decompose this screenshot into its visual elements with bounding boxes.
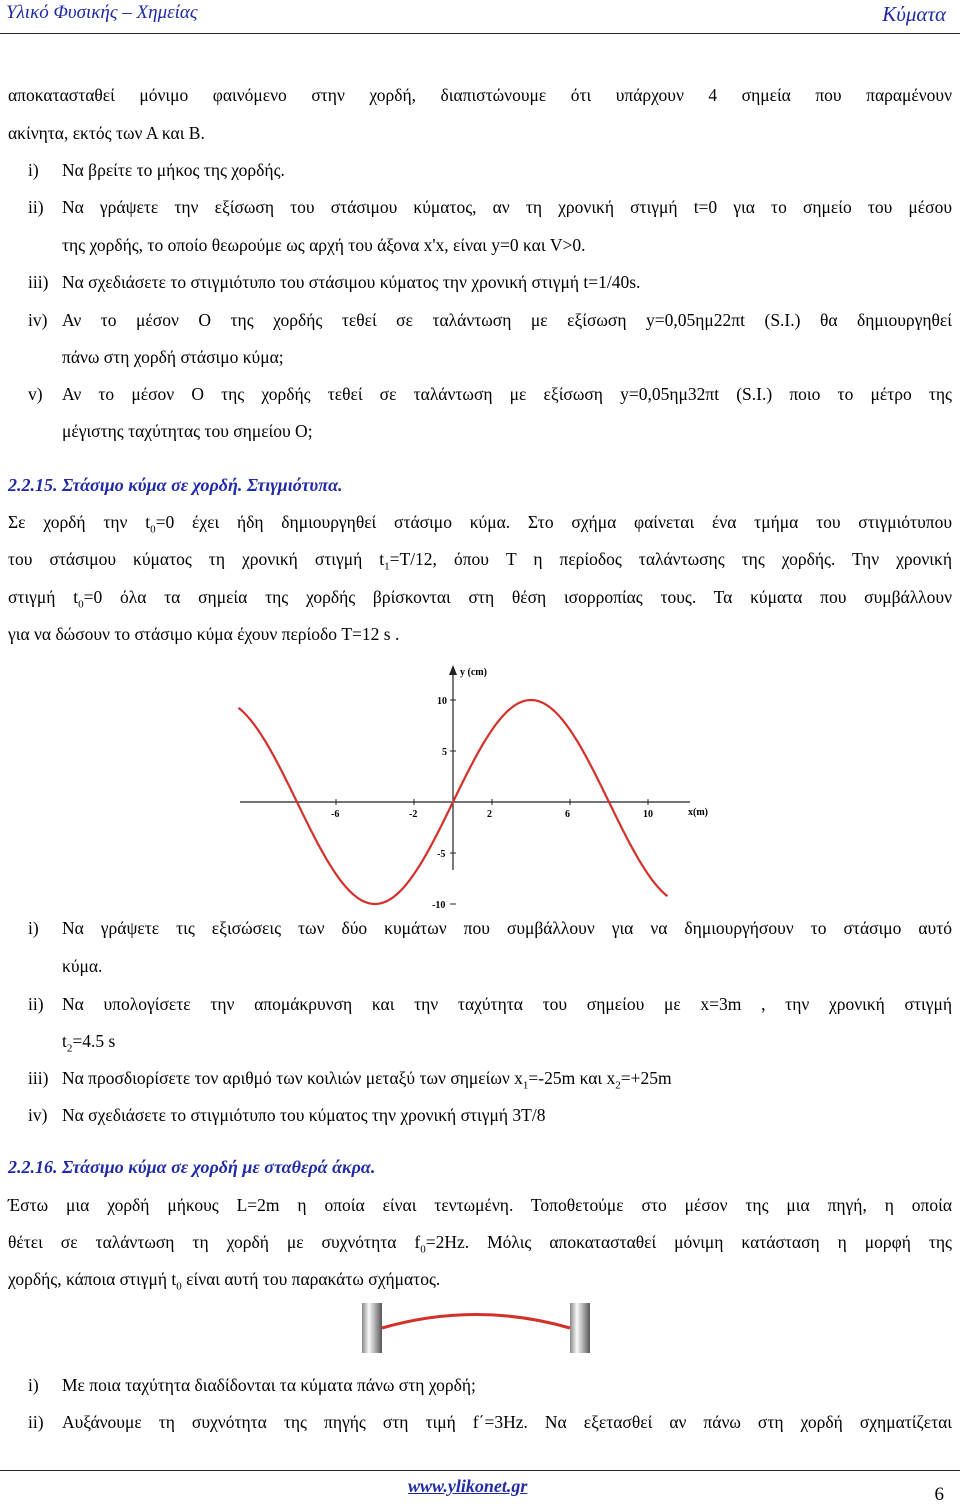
- x-tick-label: 10: [643, 809, 653, 820]
- question-3-ii: ii) Αυξάνουμε τη συχνότητα της πηγής στη τιμή f΄=3Hz. Να εξετασθεί αν πάνω στη χορδή σχηματίζεται: [28, 1412, 952, 1432]
- header-subject: Υλικό Φυσικής – Χημείας: [6, 2, 198, 23]
- question-2-iii: iii) Να προσδιορίσετε τον αριθμό των κοιλιών μεταξύ των σημείων $x_1=-25m$ και $x_2=+25m$: [28, 1068, 672, 1092]
- y-tick-label: 5: [442, 747, 447, 758]
- section-15-line-3: στιγμή $t_0=0$ όλα τα σημεία της χορδής βρίσκονται στη θέση ισορροπίας τους. Τα κύματα που συμβάλλουν: [8, 587, 952, 611]
- y-tick-label: -10: [432, 900, 446, 911]
- header-rule: [0, 33, 960, 34]
- y-axis-label: y (cm): [460, 667, 487, 678]
- x-tick-label: 2: [487, 809, 492, 820]
- question-1-iv-cont: πάνω στη χορδή στάσιμο κύμα;: [62, 347, 284, 367]
- intro-line-1: αποκατασταθεί μόνιμο φαινόμενο στην χορδή, διαπιστώνουμε ότι υπάρχουν 4 σημεία που παραμένουν: [8, 85, 952, 105]
- question-2-i-cont: κύμα.: [62, 956, 103, 976]
- section-16-line-2: θέτει σε ταλάντωση τη χορδή με συχνότητα $f_0=2Hz$. Μόλις αποκατασταθεί μόνιμη κατάσταση η μορφή της: [8, 1232, 952, 1256]
- section-16-line-1: Έστω μια χορδή μήκους L=2m η οποία είναι τεντωμένη. Τοποθετούμε στο μέσον της μια πηγή, η οποία: [8, 1195, 952, 1215]
- footer-website-link[interactable]: www.ylikonet.gr: [408, 1476, 528, 1496]
- left-wall: [362, 1303, 382, 1353]
- section-15-line-2: του στάσιμου κύματος τη χρονική στιγμή $t_1=T/12$, όπου T η περίοδος ταλάντωσης της χορδής. Την χρονική: [8, 549, 952, 573]
- question-1-i: i) Να βρείτε το μήκος της χορδής.: [28, 160, 285, 180]
- question-2-iv: iv) Να σχεδιάσετε το στιγμιότυπο του κύματος την χρονική στιγμή 3T/8: [28, 1105, 546, 1125]
- string-fixed-ends-figure: [360, 1303, 592, 1355]
- page-number: 6: [934, 1484, 944, 1505]
- chart-axes: [240, 665, 708, 870]
- section-2-2-16-title: 2.2.16. Στάσιμο κύμα σε χορδή με σταθερά άκρα.: [8, 1157, 376, 1177]
- section-2-2-15-title: 2.2.15. Στάσιμο κύμα σε χορδή. Στιγμιότυπα.: [8, 475, 343, 495]
- y-axis-arrow: [449, 665, 457, 675]
- x-axis-label: x(m): [688, 807, 708, 818]
- section-15-line-1: Σε χορδή την $t_0=0$ έχει ήδη δημιουργηθεί στάσιμο κύμα. Στο σχήμα φαίνεται ένα τμήμα του στιγμιότυπου: [8, 512, 952, 536]
- y-tick-label: -5: [437, 849, 446, 860]
- question-2-ii: ii) Να υπολογίσετε την απομάκρυνση και την ταχύτητα του σημείου με x=3m , την χρονική στιγμή: [28, 994, 952, 1014]
- x-tick-label: -6: [331, 809, 340, 820]
- x-tick-label: -2: [409, 809, 418, 820]
- right-wall: [570, 1303, 590, 1353]
- x-tick-label: 6: [565, 809, 570, 820]
- footer-rule: [0, 1470, 960, 1471]
- question-1-v: v) Αν το μέσον Ο της χορδής τεθεί σε ταλάντωση με εξίσωση y=0,05ημ32πt (S.I.) ποιο το μέτρο της: [28, 384, 952, 404]
- question-1-v-cont: μέγιστης ταχύτητας του σημείου Ο;: [62, 421, 313, 441]
- header-chapter: Κύματα: [882, 2, 946, 26]
- question-3-i: i) Με ποια ταχύτητα διαδίδονται τα κύματα πάνω στη χορδή;: [28, 1375, 476, 1395]
- standing-wave-chart: [240, 655, 740, 911]
- question-1-iv: iv) Αν το μέσον Ο της χορδής τεθεί σε ταλάντωση με εξίσωση y=0,05ημ22πt (S.I.) θα δημιουργηθεί: [28, 310, 952, 330]
- question-2-ii-cont: $t_2=4.5$ s: [62, 1031, 116, 1055]
- intro-line-2: ακίνητα, εκτός των Α και Β.: [8, 123, 205, 143]
- question-1-ii: ii) Να γράψετε την εξίσωση του στάσιμου κύματος, αν τη χρονική στιγμή t=0 για το σημείο του μέσου: [28, 197, 952, 217]
- section-16-line-3: χορδής, κάποια στιγμή $t_0$ είναι αυτή του παρακάτω σχήματος.: [8, 1269, 441, 1293]
- section-15-line-4: για να δώσουν το στάσιμο κύμα έχουν περίοδο T=12 s .: [8, 624, 400, 644]
- question-1-iii: iii) Να σχεδιάσετε το στιγμιότυπο του στάσιμου κύματος την χρονική στιγμή t=1/40s.: [28, 272, 641, 292]
- y-tick-label: 10: [437, 696, 447, 707]
- string-curve: [382, 1315, 570, 1329]
- question-1-ii-cont: της χορδής, το οποίο θεωρούμε ως αρχή του άξονα x'x, είναι y=0 και V>0.: [62, 235, 586, 255]
- question-2-i: i) Να γράψετε τις εξισώσεις των δύο κυμάτων που συμβάλλουν για να δημιουργήσουν το στάσιμο αυτό: [28, 918, 952, 938]
